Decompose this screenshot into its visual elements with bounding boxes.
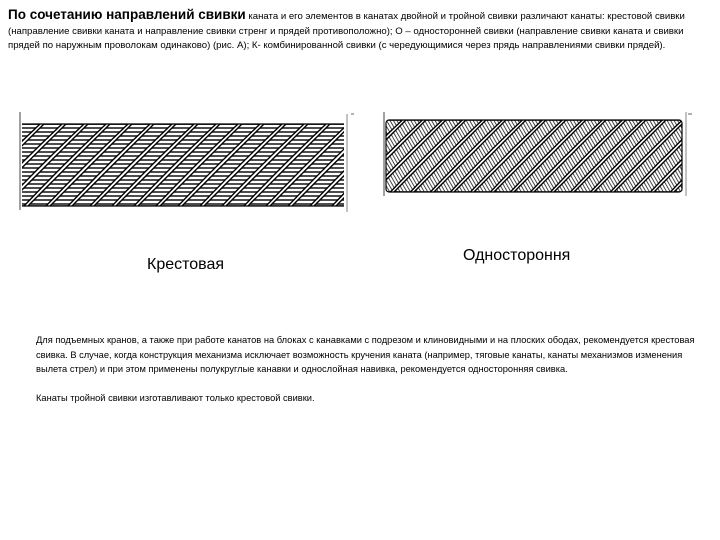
body-paragraph-2: Канаты тройной свивки изготавливают только крестовой свивки. xyxy=(36,392,315,403)
intro-text: каната и его элементов в канатах двойной и тройной свивки различают канаты: крестовой свивки (направление свивки каната и направление свивки стренг и прядей противоположно); О – односторонней свивки (направление свивки каната и свивки прядей по наружным проволокам одинаково) (рис. А); К- комбинированной свивки (с чередующимися через прядь направлениями свивки прядей). xyxy=(8,11,685,51)
intro-lead: По сочетанию направлений свивки xyxy=(8,7,246,22)
body-text xyxy=(36,333,696,405)
cross-lay-caption: Крестовая xyxy=(147,256,225,273)
rope-strand xyxy=(358,124,359,206)
intro-paragraph xyxy=(8,8,712,54)
cross-lay-rope-illustration xyxy=(14,110,359,212)
lang-lay-rope-illustration xyxy=(380,110,692,198)
lang-lay-caption: Одностороння xyxy=(463,247,571,264)
body-paragraph-1: Для подъемных кранов, а также при работе канатов на блоках с канавками с подрезом и клиновидными и на плоских ободах, рекомендуется крестовая свивка. В случае, когда конструкция механизма исключает возможность кручения каната (например, тяговые канаты, канаты механизмов изменения вылета стрел) и при этом применены полукруглые канавки и однослойная навивка, рекомендуется односторонняя свивка. xyxy=(36,335,695,374)
